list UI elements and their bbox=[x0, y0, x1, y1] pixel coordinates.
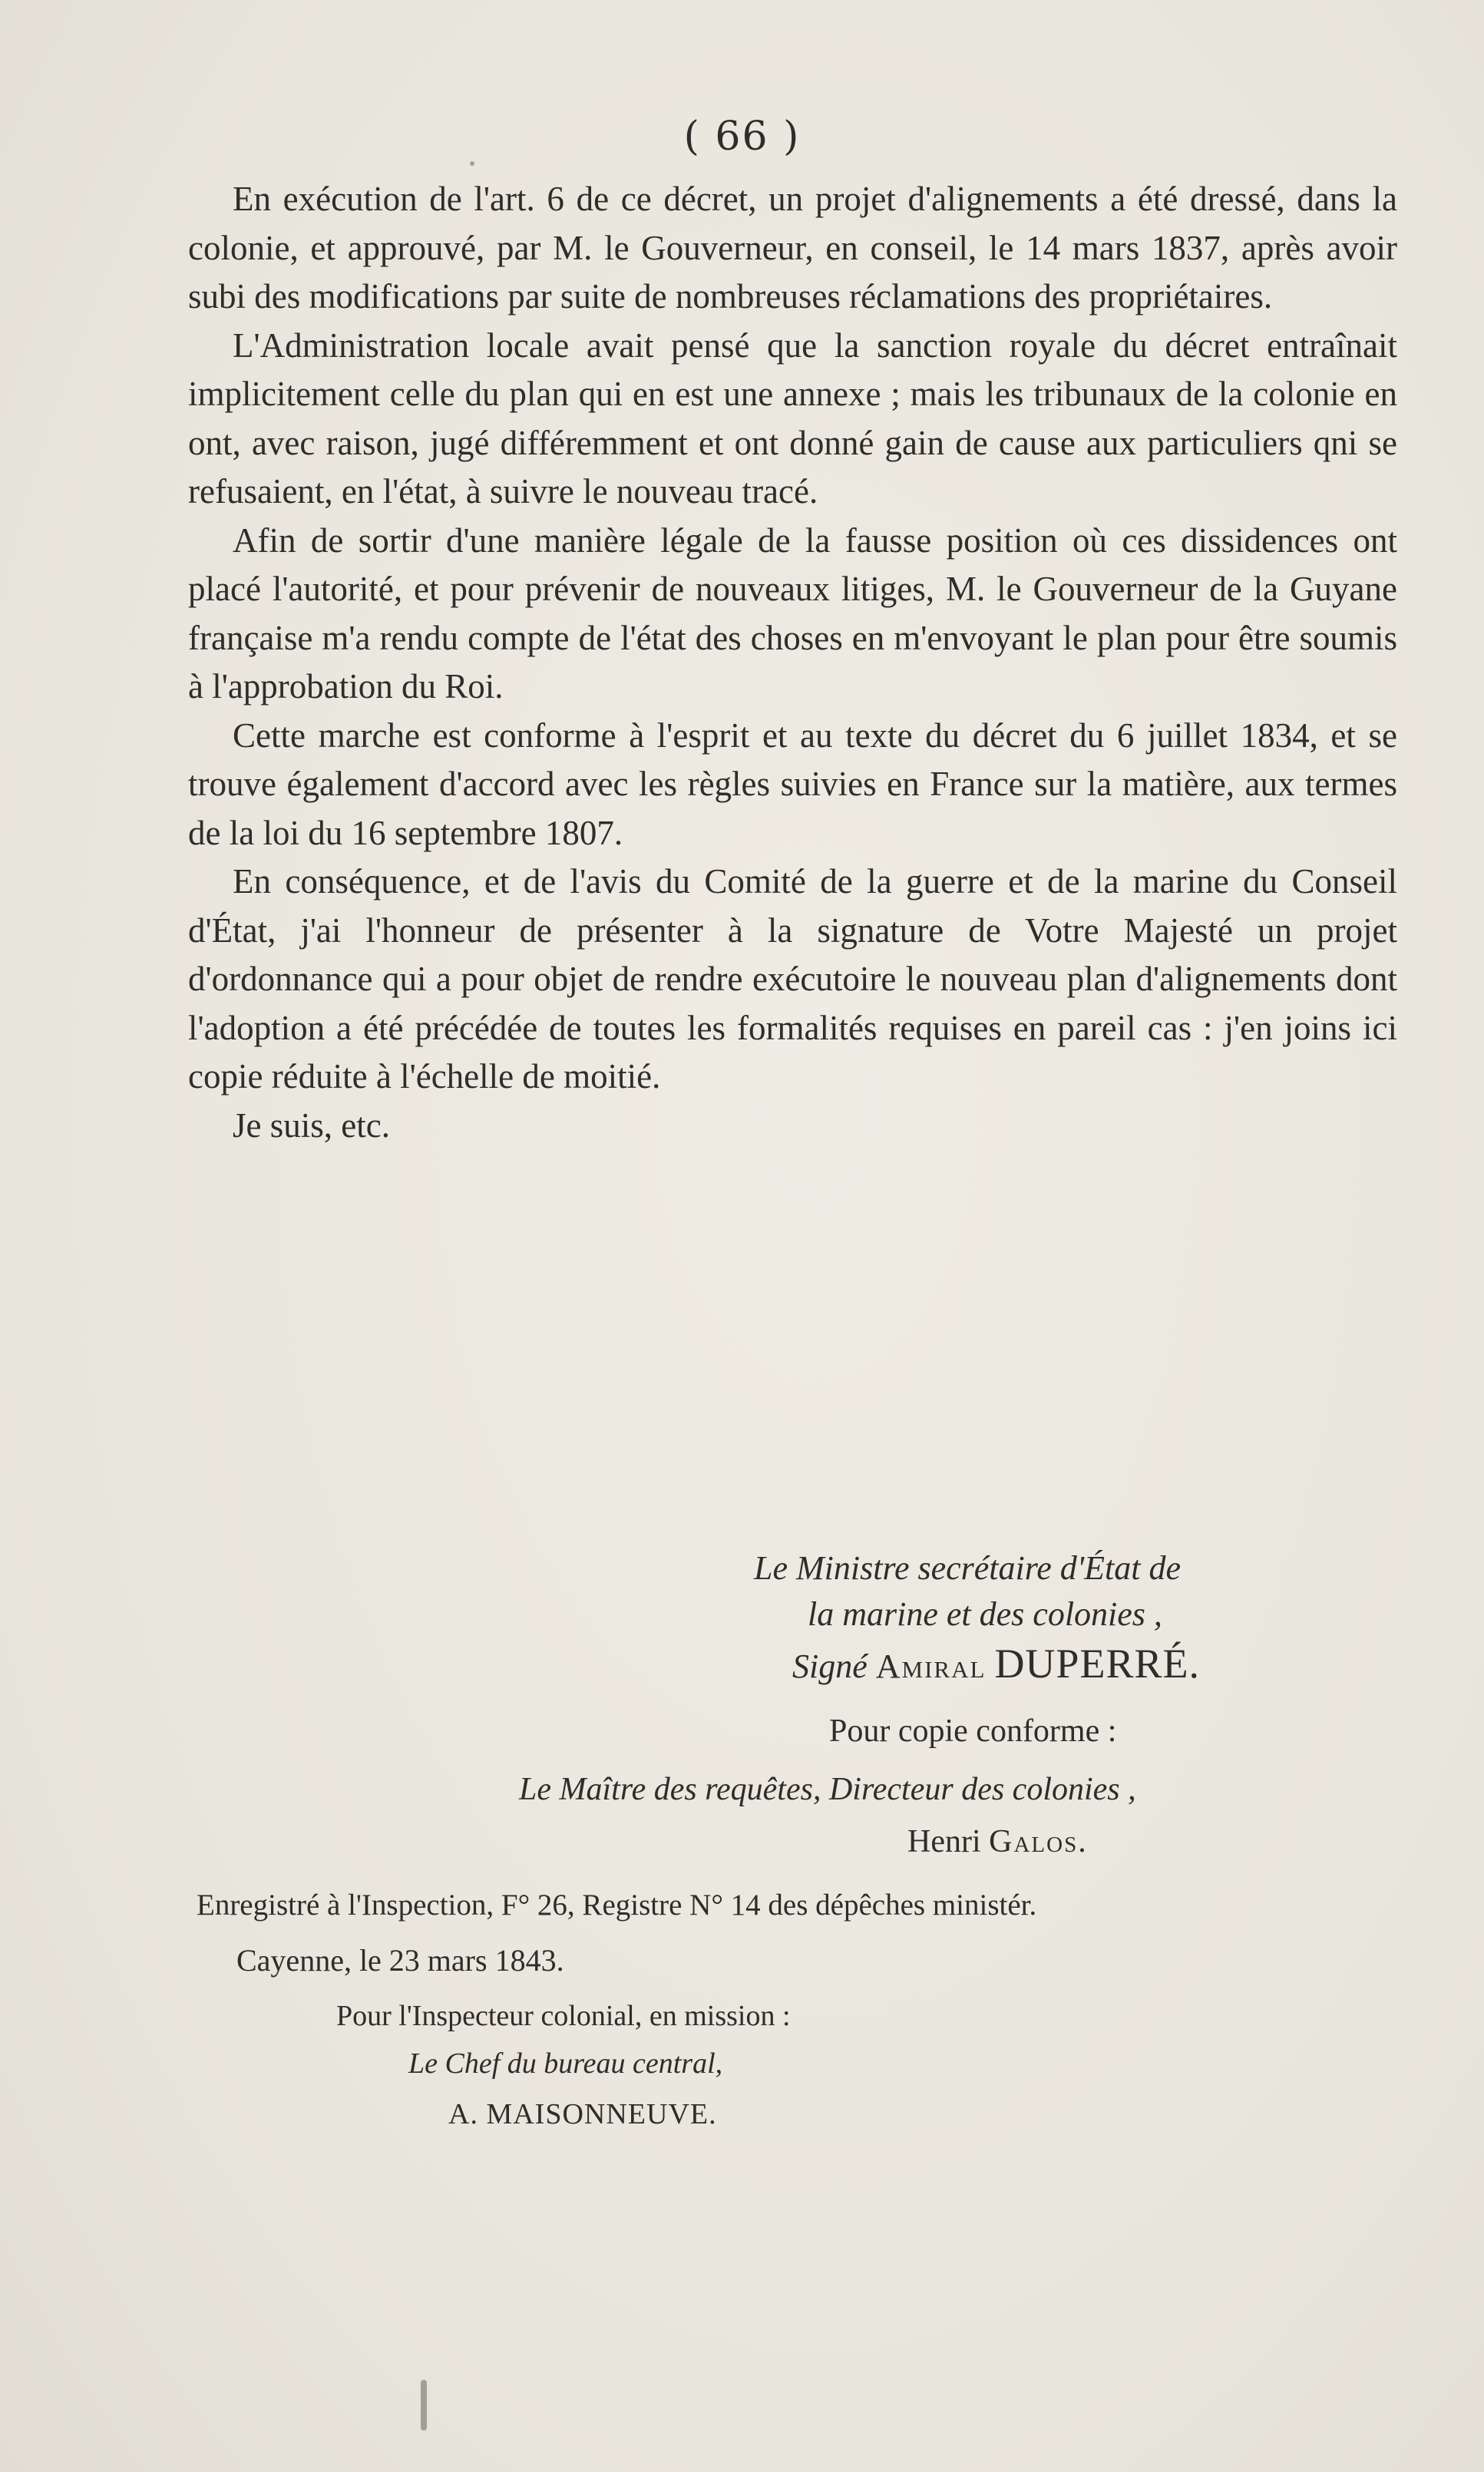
certification-name bbox=[907, 1819, 1088, 1864]
minister-name: DUPERRÉ. bbox=[994, 1641, 1200, 1687]
paragraph-4: Cette marche est conforme à l'esprit et au texte du décret du 6 juillet 1834, et se trouve également d'accord avec les règles suivies en France sur la matière, aux termes de la loi du 16 septembre 1807. bbox=[188, 715, 1397, 852]
paper-mark bbox=[421, 2380, 427, 2431]
paragraph-5: En conséquence, et de l'avis du Comité de la guerre et de la marine du Conseil d'État, j'ai l'honneur de présenter à la signature de Votre Majesté un projet d'ordonnance qui a pour objet de rendre exécutoire le nouveau plan d'alignements dont l'adoption a été précédée de toutes les formalités requises en pareil cas : j'en joins ici copie réduite à l'échelle de moitié. bbox=[188, 862, 1397, 1096]
paragraph-3: Afin de sortir d'une manière légale de la fausse position où ces dissidences ont placé l'autorité, et pour prévenir de nouveaux litiges, M. le Gouverneur de la Guyane française m'a rendu compte de l'état des choses en m'envoyant le plan pour être soumis à l'approbation du Roi. bbox=[188, 521, 1397, 706]
bureau-chief-title: Le Chef du bureau central, bbox=[408, 2047, 723, 2080]
inspector-line: Pour l'Inspecteur colonial, en mission : bbox=[336, 2000, 791, 2032]
signed-word: Signé bbox=[792, 1647, 868, 1685]
paragraph-2: L'Administration locale avait pensé que la sanction royale du décret entraînait implicitement celle du plan qui en est une annexe ; mais les tribunaux de la colonie en ont, avec raison, jugé différemment et ont donné gain de cause aux particuliers qni se refusaient, en l'état, à suivre le nouveau tracé. bbox=[188, 326, 1397, 511]
certifier-last-name: Galos. bbox=[989, 1824, 1088, 1859]
closing-formula: Je suis, etc. bbox=[233, 1105, 390, 1145]
body-text bbox=[188, 175, 1397, 1150]
paper-speck bbox=[470, 161, 474, 166]
minister-signature bbox=[792, 1641, 1200, 1689]
bureau-chief-name: A. MAISONNEUVE. bbox=[448, 2098, 717, 2130]
minister-title-line2: la marine et des colonies , bbox=[808, 1595, 1162, 1633]
page-number: ( 66 ) bbox=[683, 114, 801, 160]
minister-title-line1: Le Ministre secrétaire d'État de bbox=[754, 1549, 1182, 1587]
paragraph-1: En exécution de l'art. 6 de ce décret, un projet d'alignements a été dressé, dans la colonie, et approuvé, par M. le Gouverneur, en conseil, le 14 mars 1837, après avoir subi des modifications par suite de nombreuses réclamations des propriétaires. bbox=[188, 180, 1397, 316]
certification-title: Le Maître des requêtes, Directeur des colonies , bbox=[519, 1772, 1136, 1807]
certification-heading: Pour copie conforme : bbox=[829, 1714, 1117, 1749]
registration-date: Cayenne, le 23 mars 1843. bbox=[236, 1943, 564, 1978]
registration-line: Enregistré à l'Inspection, F° 26, Registre N° 14 des dépêches ministér. bbox=[197, 1889, 1037, 1922]
certifier-first-name: Henri bbox=[907, 1824, 981, 1859]
minister-rank: Amiral bbox=[875, 1647, 987, 1685]
